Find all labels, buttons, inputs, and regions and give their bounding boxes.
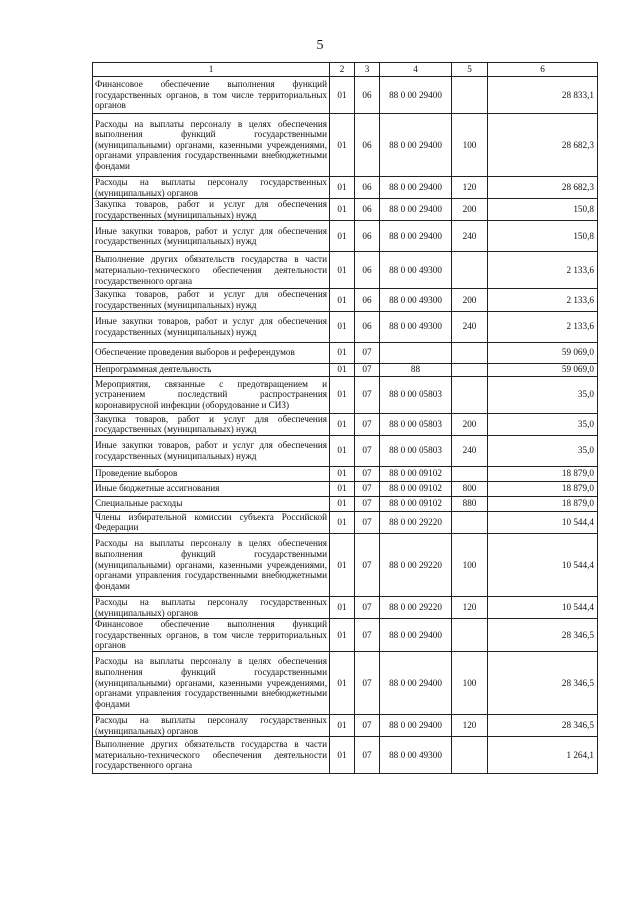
row-name-cell: Финансовое обеспечение выполнения функций государственных органов, в том числе территориальных органов bbox=[93, 619, 330, 652]
row-name-cell: Члены избирательной комиссии субъекта Российской Федерации bbox=[93, 511, 330, 533]
row-c2-cell: 01 bbox=[330, 363, 355, 376]
page-number: 5 bbox=[316, 38, 324, 53]
table-row bbox=[93, 413, 598, 435]
row-name-cell: Специальные расходы bbox=[93, 496, 330, 511]
row-name-cell: Иные закупки товаров, работ и услуг для обеспечения государственных (муниципальных) нужд bbox=[93, 435, 330, 466]
row-c4-cell: 88 0 00 09102 bbox=[380, 466, 452, 481]
row-c6-cell: 59 069,0 bbox=[488, 342, 598, 363]
row-c3-cell: 06 bbox=[355, 252, 380, 289]
row-c4-cell: 88 0 00 29220 bbox=[380, 511, 452, 533]
row-c4-cell: 88 0 00 29400 bbox=[380, 714, 452, 736]
row-name-cell: Расходы на выплаты персоналу в целях обеспечения выполнения функций государственными (муниципальными) органами, казенными учреждениями, органами управления государственными внебюджетными фондами bbox=[93, 651, 330, 714]
table-row bbox=[93, 252, 598, 289]
row-name-cell: Проведение выборов bbox=[93, 466, 330, 481]
row-c2-cell: 01 bbox=[330, 221, 355, 252]
row-c4-cell: 88 0 00 29220 bbox=[380, 596, 452, 618]
row-c6-cell: 18 879,0 bbox=[488, 481, 598, 496]
table-row bbox=[93, 619, 598, 652]
row-c5-cell bbox=[452, 342, 488, 363]
col-header-6: 6 bbox=[488, 63, 598, 77]
table-row bbox=[93, 221, 598, 252]
table-row bbox=[93, 737, 598, 774]
row-c6-cell: 150,8 bbox=[488, 199, 598, 221]
row-name-cell: Расходы на выплаты персоналу государственных (муниципальных) органов bbox=[93, 596, 330, 618]
table-row bbox=[93, 114, 598, 177]
col-header-2: 2 bbox=[330, 63, 355, 77]
row-c3-cell: 07 bbox=[355, 714, 380, 736]
row-c2-cell: 01 bbox=[330, 199, 355, 221]
row-c4-cell: 88 0 00 29400 bbox=[380, 651, 452, 714]
row-c5-cell: 100 bbox=[452, 651, 488, 714]
row-c5-cell bbox=[452, 466, 488, 481]
row-c3-cell: 07 bbox=[355, 413, 380, 435]
row-c5-cell: 200 bbox=[452, 289, 488, 311]
col-header-1: 1 bbox=[93, 63, 330, 77]
row-c2-cell: 01 bbox=[330, 481, 355, 496]
table-row bbox=[93, 533, 598, 596]
row-c4-cell: 88 0 00 05803 bbox=[380, 435, 452, 466]
row-c6-cell: 28 682,3 bbox=[488, 114, 598, 177]
row-c3-cell: 06 bbox=[355, 199, 380, 221]
col-header-3: 3 bbox=[355, 63, 380, 77]
row-c6-cell: 10 544,4 bbox=[488, 533, 598, 596]
row-c5-cell: 240 bbox=[452, 311, 488, 342]
row-c3-cell: 07 bbox=[355, 737, 380, 774]
table-row bbox=[93, 596, 598, 618]
row-name-cell: Расходы на выплаты персоналу в целях обеспечения выполнения функций государственными (муниципальными) органами, казенными учреждениями, органами управления государственными внебюджетными фондами bbox=[93, 114, 330, 177]
row-name-cell: Иные закупки товаров, работ и услуг для обеспечения государственных (муниципальных) нужд bbox=[93, 311, 330, 342]
row-c5-cell: 100 bbox=[452, 533, 488, 596]
row-c3-cell: 06 bbox=[355, 221, 380, 252]
row-c5-cell: 120 bbox=[452, 596, 488, 618]
row-c5-cell bbox=[452, 737, 488, 774]
row-c4-cell bbox=[380, 342, 452, 363]
row-name-cell: Непрограммная деятельность bbox=[93, 363, 330, 376]
row-name-cell: Расходы на выплаты персоналу государственных (муниципальных) органов bbox=[93, 714, 330, 736]
row-c5-cell bbox=[452, 619, 488, 652]
row-c2-cell: 01 bbox=[330, 289, 355, 311]
row-c2-cell: 01 bbox=[330, 77, 355, 114]
row-c5-cell: 200 bbox=[452, 199, 488, 221]
col-header-4: 4 bbox=[380, 63, 452, 77]
row-c6-cell: 18 879,0 bbox=[488, 466, 598, 481]
row-c2-cell: 01 bbox=[330, 466, 355, 481]
row-c6-cell: 18 879,0 bbox=[488, 496, 598, 511]
row-c4-cell: 88 0 00 49300 bbox=[380, 252, 452, 289]
row-c6-cell: 1 264,1 bbox=[488, 737, 598, 774]
table-row bbox=[93, 496, 598, 511]
row-c2-cell: 01 bbox=[330, 413, 355, 435]
budget-table bbox=[92, 62, 598, 774]
row-c2-cell: 01 bbox=[330, 177, 355, 199]
row-c2-cell: 01 bbox=[330, 714, 355, 736]
table-row bbox=[93, 651, 598, 714]
row-c4-cell: 88 0 00 09102 bbox=[380, 496, 452, 511]
row-c6-cell: 10 544,4 bbox=[488, 596, 598, 618]
row-name-cell: Закупка товаров, работ и услуг для обеспечения государственных (муниципальных) нужд bbox=[93, 199, 330, 221]
row-name-cell: Расходы на выплаты персоналу в целях обеспечения выполнения функций государственными (муниципальными) органами, казенными учреждениями, органами управления государственными внебюджетными фондами bbox=[93, 533, 330, 596]
row-c3-cell: 06 bbox=[355, 77, 380, 114]
row-c4-cell: 88 0 00 49300 bbox=[380, 311, 452, 342]
row-c4-cell: 88 bbox=[380, 363, 452, 376]
row-name-cell: Иные бюджетные ассигнования bbox=[93, 481, 330, 496]
row-c2-cell: 01 bbox=[330, 737, 355, 774]
row-c5-cell: 800 bbox=[452, 481, 488, 496]
row-name-cell: Закупка товаров, работ и услуг для обеспечения государственных (муниципальных) нужд bbox=[93, 289, 330, 311]
table-row bbox=[93, 77, 598, 114]
row-c3-cell: 07 bbox=[355, 363, 380, 376]
row-c4-cell: 88 0 00 29400 bbox=[380, 619, 452, 652]
row-name-cell: Закупка товаров, работ и услуг для обеспечения государственных (муниципальных) нужд bbox=[93, 413, 330, 435]
row-c5-cell: 240 bbox=[452, 221, 488, 252]
row-c6-cell: 35,0 bbox=[488, 435, 598, 466]
table-row bbox=[93, 435, 598, 466]
row-c4-cell: 88 0 00 29400 bbox=[380, 114, 452, 177]
row-c3-cell: 06 bbox=[355, 311, 380, 342]
row-c4-cell: 88 0 00 29400 bbox=[380, 177, 452, 199]
row-c6-cell: 28 346,5 bbox=[488, 714, 598, 736]
row-c2-cell: 01 bbox=[330, 596, 355, 618]
row-c5-cell: 100 bbox=[452, 114, 488, 177]
row-c6-cell: 2 133,6 bbox=[488, 289, 598, 311]
row-c3-cell: 07 bbox=[355, 496, 380, 511]
row-c3-cell: 06 bbox=[355, 289, 380, 311]
row-name-cell: Выполнение других обязательств государства в части материально-технического обеспечения деятельности государственного органа bbox=[93, 737, 330, 774]
row-c6-cell: 35,0 bbox=[488, 376, 598, 413]
row-name-cell: Расходы на выплаты персоналу государственных (муниципальных) органов bbox=[93, 177, 330, 199]
row-c5-cell bbox=[452, 376, 488, 413]
table-row bbox=[93, 376, 598, 413]
row-c6-cell: 10 544,4 bbox=[488, 511, 598, 533]
table-row bbox=[93, 199, 598, 221]
row-c2-cell: 01 bbox=[330, 114, 355, 177]
header-row bbox=[93, 63, 598, 77]
table-row bbox=[93, 177, 598, 199]
row-c6-cell: 2 133,6 bbox=[488, 252, 598, 289]
row-c2-cell: 01 bbox=[330, 533, 355, 596]
row-c2-cell: 01 bbox=[330, 376, 355, 413]
row-c3-cell: 07 bbox=[355, 376, 380, 413]
row-c2-cell: 01 bbox=[330, 342, 355, 363]
row-c2-cell: 01 bbox=[330, 311, 355, 342]
row-c3-cell: 06 bbox=[355, 114, 380, 177]
row-c2-cell: 01 bbox=[330, 651, 355, 714]
row-name-cell: Иные закупки товаров, работ и услуг для обеспечения государственных (муниципальных) нужд bbox=[93, 221, 330, 252]
row-c2-cell: 01 bbox=[330, 511, 355, 533]
row-c4-cell: 88 0 00 09102 bbox=[380, 481, 452, 496]
row-c6-cell: 2 133,6 bbox=[488, 311, 598, 342]
row-c3-cell: 07 bbox=[355, 342, 380, 363]
row-c6-cell: 150,8 bbox=[488, 221, 598, 252]
row-c2-cell: 01 bbox=[330, 496, 355, 511]
row-c5-cell: 880 bbox=[452, 496, 488, 511]
row-c4-cell: 88 0 00 29220 bbox=[380, 533, 452, 596]
row-c6-cell: 28 833,1 bbox=[488, 77, 598, 114]
row-c3-cell: 06 bbox=[355, 177, 380, 199]
row-c3-cell: 07 bbox=[355, 596, 380, 618]
row-c5-cell: 240 bbox=[452, 435, 488, 466]
table-row bbox=[93, 511, 598, 533]
row-c4-cell: 88 0 00 05803 bbox=[380, 413, 452, 435]
row-c5-cell bbox=[452, 252, 488, 289]
table-row bbox=[93, 342, 598, 363]
row-name-cell: Финансовое обеспечение выполнения функций государственных органов, в том числе территориальных органов bbox=[93, 77, 330, 114]
row-c5-cell: 120 bbox=[452, 177, 488, 199]
row-c6-cell: 59 069,0 bbox=[488, 363, 598, 376]
row-c6-cell: 35,0 bbox=[488, 413, 598, 435]
row-c4-cell: 88 0 00 49300 bbox=[380, 289, 452, 311]
row-c3-cell: 07 bbox=[355, 435, 380, 466]
row-c3-cell: 07 bbox=[355, 481, 380, 496]
row-c5-cell: 120 bbox=[452, 714, 488, 736]
row-c6-cell: 28 682,3 bbox=[488, 177, 598, 199]
row-name-cell: Мероприятия, связанные с предотвращением и устранением последствий распространения коронавирусной инфекции (оборудование и СИЗ) bbox=[93, 376, 330, 413]
row-c4-cell: 88 0 00 29400 bbox=[380, 77, 452, 114]
row-name-cell: Выполнение других обязательств государства в части материально-технического обеспечения деятельности государственного органа bbox=[93, 252, 330, 289]
row-c3-cell: 07 bbox=[355, 651, 380, 714]
table-row bbox=[93, 466, 598, 481]
table-row bbox=[93, 289, 598, 311]
table-row bbox=[93, 714, 598, 736]
row-c2-cell: 01 bbox=[330, 435, 355, 466]
row-c5-cell bbox=[452, 363, 488, 376]
col-header-5: 5 bbox=[452, 63, 488, 77]
row-c3-cell: 07 bbox=[355, 511, 380, 533]
row-c6-cell: 28 346,5 bbox=[488, 651, 598, 714]
row-c2-cell: 01 bbox=[330, 252, 355, 289]
row-c4-cell: 88 0 00 29400 bbox=[380, 199, 452, 221]
table-row bbox=[93, 311, 598, 342]
row-c5-cell bbox=[452, 511, 488, 533]
row-c4-cell: 88 0 00 29400 bbox=[380, 221, 452, 252]
row-c2-cell: 01 bbox=[330, 619, 355, 652]
row-c3-cell: 07 bbox=[355, 533, 380, 596]
row-name-cell: Обеспечение проведения выборов и референдумов bbox=[93, 342, 330, 363]
row-c5-cell bbox=[452, 77, 488, 114]
row-c4-cell: 88 0 00 05803 bbox=[380, 376, 452, 413]
table-row bbox=[93, 481, 598, 496]
row-c3-cell: 07 bbox=[355, 466, 380, 481]
row-c3-cell: 07 bbox=[355, 619, 380, 652]
row-c4-cell: 88 0 00 49300 bbox=[380, 737, 452, 774]
table-row bbox=[93, 363, 598, 376]
row-c5-cell: 200 bbox=[452, 413, 488, 435]
row-c6-cell: 28 346,5 bbox=[488, 619, 598, 652]
